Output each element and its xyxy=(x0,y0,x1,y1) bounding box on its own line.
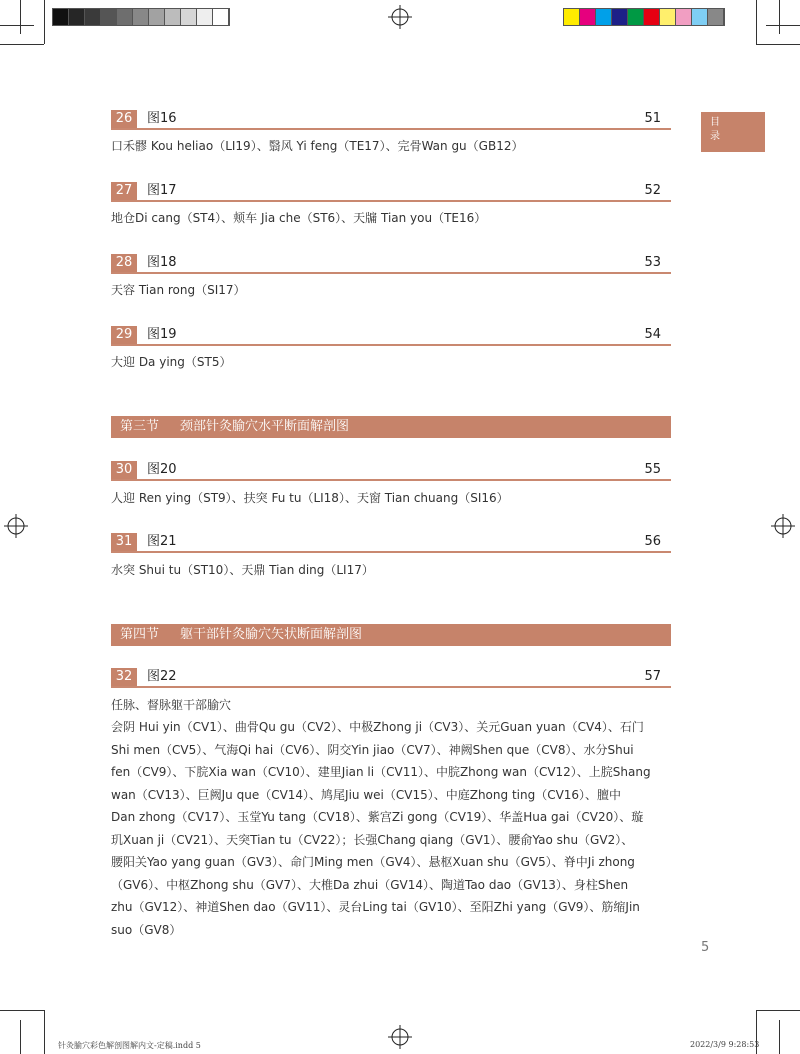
crop-mark xyxy=(756,1010,800,1011)
entry-description: 地仓Di cang（ST4）、颊车 Jia che（ST6）、天牖 Tian you（TE16） xyxy=(111,211,487,225)
color-swatch xyxy=(133,9,149,25)
entry-page-number: 56 xyxy=(644,534,661,549)
side-tab-line-2: 录 xyxy=(710,131,720,142)
crop-mark xyxy=(779,0,780,34)
registration-mark-icon xyxy=(4,514,28,538)
paragraph-line: wan（CV13）、巨阙Ju que（CV14）、鸠尾Jiu wei（CV15）、中庭Zhong ting（CV16）、膻中 xyxy=(111,787,622,802)
toc-entry-header xyxy=(111,326,671,346)
toc-entry-header xyxy=(111,254,671,274)
section-label: 第四节 xyxy=(120,627,160,642)
entry-description: 任脉、督脉躯干部腧穴 xyxy=(111,698,232,712)
color-swatch xyxy=(53,9,69,25)
color-swatch xyxy=(149,9,165,25)
entry-number-badge: 28 xyxy=(111,254,137,272)
entry-description: 大迎 Da ying（ST5） xyxy=(111,355,232,369)
entry-title: 图18 xyxy=(147,255,177,270)
color-swatch xyxy=(181,9,197,25)
color-swatch xyxy=(596,9,612,25)
color-swatch xyxy=(660,9,676,25)
toc-entry-header xyxy=(111,461,671,481)
toc-entry-header xyxy=(111,110,671,130)
color-swatch xyxy=(644,9,660,25)
side-tab-line-1: 目 xyxy=(710,117,720,128)
color-swatch xyxy=(564,9,580,25)
entry-number-badge: 29 xyxy=(111,326,137,344)
entry-description: 天容 Tian rong（SI17） xyxy=(111,283,246,297)
slug-filename: 针灸腧穴彩色解剖图解内文-定稿.indd 5 xyxy=(58,1041,201,1050)
paragraph-line: zhu（GV12）、神道Shen dao（GV11）、灵台Ling tai（GV10）、至阳Zhi yang（GV9）、筋缩Jin xyxy=(111,900,640,914)
section-heading xyxy=(111,416,671,438)
paragraph-line: 腰阳关Yao yang guan（GV3）、命门Ming men（GV4）、悬枢Xuan shu（GV5）、脊中Ji zhong xyxy=(111,855,635,869)
color-swatch xyxy=(708,9,724,25)
paragraph-line: （GV6）、中枢Zhong shu（GV7）、大椎Da zhui（GV14）、陶道Tao dao（GV13）、身柱Shen xyxy=(111,877,629,892)
entry-number-badge: 30 xyxy=(111,461,137,479)
entry-title: 图16 xyxy=(147,111,177,126)
color-swatch xyxy=(612,9,628,25)
color-swatch xyxy=(101,9,117,25)
registration-mark-icon xyxy=(388,5,412,29)
crop-mark xyxy=(756,44,800,45)
registration-mark-icon xyxy=(771,514,795,538)
paragraph-line: Shi men（CV5）、气海Qi hai（CV6）、阴交Yin jiao（CV7）、神阙Shen que（CV8）、水分Shui xyxy=(111,742,634,757)
entry-page-number: 51 xyxy=(644,111,661,126)
color-swatch xyxy=(197,9,213,25)
entry-description: 人迎 Ren ying（ST9）、扶突 Fu tu（LI18）、天窗 Tian chuang（SI16） xyxy=(111,491,509,505)
section-heading xyxy=(111,624,671,646)
registration-mark-icon xyxy=(388,1025,412,1049)
crop-mark xyxy=(44,0,45,44)
paragraph-line: 玑Xuan ji（CV21）、天突Tian tu（CV22）；长强Chang qiang（GV1）、腰俞Yao shu（GV2）、 xyxy=(111,832,634,847)
crop-mark xyxy=(756,0,757,44)
crop-mark xyxy=(20,0,21,34)
crop-mark xyxy=(0,1010,44,1011)
paragraph-line: suo（GV8） xyxy=(111,922,182,937)
entry-number-badge: 26 xyxy=(111,110,137,128)
section-label: 第三节 xyxy=(120,419,160,434)
entry-title: 图22 xyxy=(147,669,177,684)
entry-page-number: 55 xyxy=(644,462,661,477)
toc-side-tab xyxy=(701,112,765,152)
color-swatch xyxy=(692,9,708,25)
section-title: 躯干部针灸腧穴矢状断面解剖图 xyxy=(180,627,363,642)
entry-page-number: 52 xyxy=(644,183,661,198)
paragraph-line: fen（CV9）、下脘Xia wan（CV10）、建里Jian li（CV11）、中脘Zhong wan（CV12）、上脘Shang xyxy=(111,765,651,779)
entry-description: 水突 Shui tu（ST10）、天鼎 Tian ding（LI17） xyxy=(111,563,374,577)
grayscale-color-bar xyxy=(52,8,230,26)
crop-mark xyxy=(779,1020,780,1054)
color-swatch xyxy=(580,9,596,25)
toc-entry-header xyxy=(111,668,671,688)
acupoint-list-paragraph xyxy=(111,716,676,941)
entry-description: 口禾髎 Kou heliao（LI19）、翳风 Yi feng（TE17）、完骨Wan gu（GB12） xyxy=(111,139,524,153)
color-swatch xyxy=(117,9,133,25)
color-swatch xyxy=(165,9,181,25)
entry-page-number: 57 xyxy=(644,669,661,684)
entry-page-number: 53 xyxy=(644,255,661,270)
page-number: 5 xyxy=(701,940,710,955)
entry-page-number: 54 xyxy=(644,327,661,342)
paragraph-line: Dan zhong（CV17）、玉堂Yu tang（CV18）、紫宫Zi gong（CV19）、华盖Hua gai（CV20）、璇 xyxy=(111,810,644,824)
entry-title: 图21 xyxy=(147,534,177,549)
entry-title: 图17 xyxy=(147,183,177,198)
crop-mark xyxy=(20,1020,21,1054)
entry-number-badge: 31 xyxy=(111,533,137,551)
color-swatch xyxy=(85,9,101,25)
color-swatch xyxy=(69,9,85,25)
slug-timestamp: 2022/3/9 9:28:53 xyxy=(690,1040,760,1049)
color-swatch xyxy=(676,9,692,25)
color-swatch xyxy=(213,9,229,25)
entry-number-badge: 27 xyxy=(111,182,137,200)
entry-title: 图19 xyxy=(147,327,177,342)
entry-number-badge: 32 xyxy=(111,668,137,686)
toc-entry-header xyxy=(111,182,671,202)
crop-mark xyxy=(766,25,800,26)
toc-entry-header xyxy=(111,533,671,553)
crop-mark xyxy=(0,44,44,45)
section-title: 颈部针灸腧穴水平断面解剖图 xyxy=(180,419,350,434)
paragraph-line: 会阴 Hui yin（CV1）、曲骨Qu gu（CV2）、中极Zhong ji（CV3）、关元Guan yuan（CV4）、石门 xyxy=(111,720,644,734)
crop-mark xyxy=(0,25,34,26)
color-swatch xyxy=(628,9,644,25)
process-color-bar xyxy=(563,8,725,26)
crop-mark xyxy=(44,1010,45,1054)
entry-title: 图20 xyxy=(147,462,177,477)
